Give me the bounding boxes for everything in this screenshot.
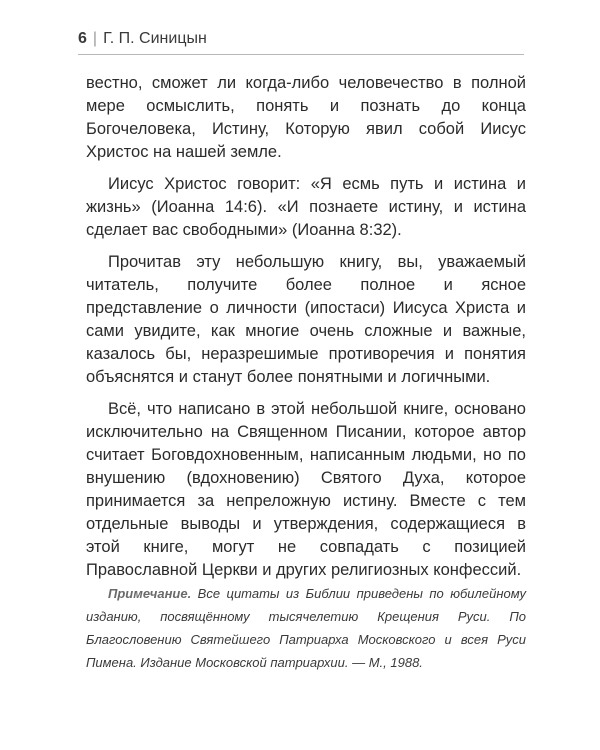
- paragraph-scripture: Всё, что написано в этой небольшой книге, основано исключительно на Священном Писании, которое автор считает Боговдохновенным, написанным людьми, но по внушению (вдохновению) Святого Духа, которое принимается за непреложную истину. Вместе с тем отдельные выводы и утверждения, содержащиеся в этой книге, могут не совпадать с позицией Православной Церкви и других религиозных конфессий.: [86, 400, 526, 579]
- footnote-text: Все цитаты из Библии приведены по юбилейному изданию, посвящённому тысячелетию Крещения Руси. По Благословению Святейшего Патриарха Московского и всея Руси Пимена. Издание Московской патриархии. — М., 1988.: [86, 586, 526, 670]
- page-number: 6: [78, 30, 87, 47]
- body-text: [86, 72, 526, 591]
- header-author: Г. П. Синицын: [103, 30, 207, 47]
- footnote-label: Примечание.: [108, 586, 192, 601]
- paragraph-reader: Прочитав эту небольшую книгу, вы, уважаемый читатель, получите более полное и ясное представление о личности (ипостаси) Иисуса Христа и сами увидите, как многие очень сложные и важные, казалось бы, неразрешимые противоречия и понятия объяснятся и станут более понятными и логичными.: [86, 253, 526, 386]
- running-header: [78, 28, 524, 55]
- header-separator: |: [92, 30, 98, 47]
- footnote: [86, 582, 526, 674]
- paragraph-quote: Иисус Христос говорит: «Я есмь путь и истина и жизнь» (Иоанна 14:6). «И познаете истину, и истина сделает вас свободными» (Иоанна 8:32).: [86, 175, 526, 239]
- paragraph-continued: вестно, сможет ли когда-либо человечество в полной мере осмыслить, понять и познать до конца Богочеловека, Истину, Которую явил собой Иисус Христос на нашей земле.: [86, 74, 526, 161]
